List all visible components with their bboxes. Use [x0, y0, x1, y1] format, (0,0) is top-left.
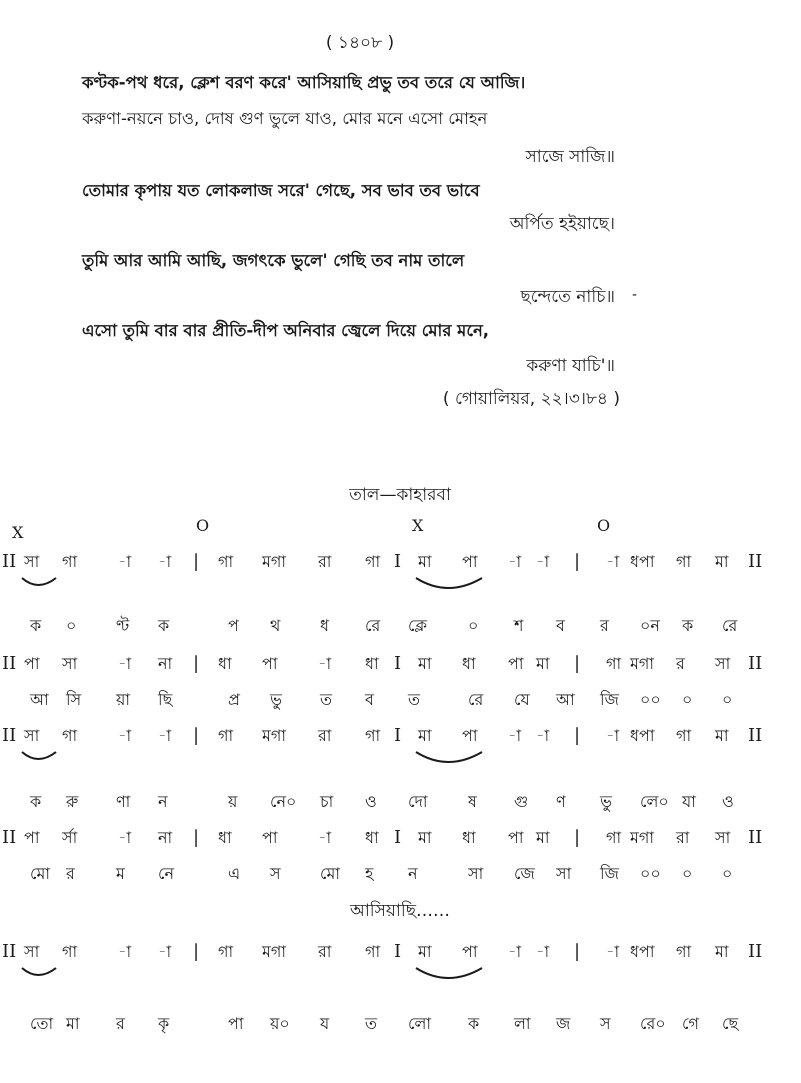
note: -া [508, 942, 522, 961]
lyric-syllable: জি [600, 864, 619, 883]
note: -া [318, 828, 332, 847]
lyric-syllable: রে [722, 616, 738, 635]
lyric-syllable: যা [682, 792, 696, 811]
note: গা [218, 942, 234, 961]
note: মা [418, 942, 432, 961]
note: মা [418, 726, 432, 745]
note: পা [462, 552, 478, 571]
note: পা [508, 828, 524, 847]
refrain-label: আসিয়াছি…… [349, 901, 451, 921]
note: মগা [630, 828, 655, 847]
lyric-syllable: ম [116, 864, 125, 883]
note: -া [508, 726, 522, 745]
lyric-syllable: মো [320, 864, 341, 883]
note: ধপা [630, 552, 655, 571]
note: সা [24, 726, 40, 745]
note: মগা [630, 654, 655, 673]
note: সা [715, 828, 731, 847]
note: -া [536, 726, 550, 745]
lyric-syllable: লো [408, 1014, 432, 1033]
lyric-syllable: আ [30, 690, 49, 709]
note: রা [676, 828, 690, 847]
bar-line: II [748, 941, 763, 962]
lyric-syllable: রে [365, 616, 381, 635]
lyric-syllable: ছি [158, 690, 173, 709]
bar-line: II [2, 827, 17, 848]
note: গা [62, 942, 78, 961]
bar-line: I [394, 827, 402, 848]
note: ধা [365, 828, 379, 847]
lyric-syllable: লে০ [640, 792, 669, 811]
lyric-syllable: ত [365, 1014, 378, 1033]
lyric-syllable: ব [556, 616, 565, 635]
bar-line: I [394, 551, 402, 572]
note: পা [262, 654, 278, 673]
lyric-syllable: ভু [270, 690, 282, 709]
beat-mark-4: O [597, 516, 611, 535]
lyric-syllable: র [600, 616, 609, 635]
note: -া [508, 552, 522, 571]
note: -া [318, 654, 332, 673]
lyric-syllable: য়০ [270, 1014, 290, 1033]
lyric-syllable: মো [30, 864, 51, 883]
lyric-syllable: নে০ [270, 792, 297, 811]
poem-line-4b: ছন্দেতে নাচি॥ [520, 287, 615, 307]
note: মা [715, 942, 729, 961]
lyric-syllable: ০ [682, 864, 693, 883]
note: গা [365, 552, 381, 571]
note: গা [606, 828, 622, 847]
lyric-syllable: ০০ [640, 864, 661, 883]
note: গা [62, 552, 78, 571]
bar-line: II [748, 827, 763, 848]
note: -া [158, 942, 172, 961]
bar-line: I [394, 941, 402, 962]
lyric-syllable: দো [408, 792, 428, 811]
lyric-syllable: ০ [468, 616, 479, 635]
bar-line: I [394, 725, 402, 746]
lyrics-row-5 [0, 1012, 801, 1038]
note: মগা [262, 726, 287, 745]
lyric-syllable: ০ [682, 690, 693, 709]
bar-line: I [394, 653, 402, 674]
note: মা [715, 552, 729, 571]
lyric-syllable: রে০ [640, 1014, 666, 1033]
lyric-syllable: রে [468, 690, 484, 709]
lyric-syllable: ০ [66, 616, 77, 635]
note: -া [118, 942, 132, 961]
lyric-syllable: ত [408, 690, 421, 709]
note: গা [62, 726, 78, 745]
lyric-syllable: সি [66, 690, 82, 709]
lyric-syllable: চা [320, 792, 334, 811]
note: সা [62, 654, 78, 673]
lyric-syllable: লা [514, 1014, 531, 1033]
slur-arc [0, 960, 801, 990]
lyric-syllable: ষ [468, 792, 477, 811]
lyric-syllable: সা [556, 864, 572, 883]
lyric-syllable: ভু [600, 792, 612, 811]
lyric-syllable: য় [228, 792, 238, 811]
lyric-syllable: ধ [320, 616, 329, 635]
note: রা [318, 942, 332, 961]
bar-line: | [193, 725, 200, 746]
lyrics-row-1 [0, 614, 801, 640]
note: গা [676, 942, 692, 961]
lyric-syllable: ন [408, 864, 418, 883]
lyric-syllable: কৃ [158, 1014, 170, 1033]
taal-heading: তাল—কাহারবা [349, 485, 451, 505]
bar-line: | [193, 941, 200, 962]
bar-line: | [193, 551, 200, 572]
lyric-syllable: ০ [722, 690, 733, 709]
note: রা [318, 726, 332, 745]
note: পা [24, 654, 40, 673]
note: ধা [462, 828, 476, 847]
note: পা [24, 828, 40, 847]
note: ধা [462, 654, 476, 673]
lyric-syllable: তো [30, 1014, 54, 1033]
note: গা [218, 726, 234, 745]
note: -া [158, 552, 172, 571]
note: সা [24, 942, 40, 961]
page-number: ( ১৪০৮ ) [325, 33, 395, 53]
note: মগা [262, 942, 287, 961]
lyric-syllable: ০ন [640, 616, 660, 635]
beat-mark-2: O [196, 516, 210, 535]
bar-line: II [2, 653, 17, 674]
lyric-syllable: গে [682, 1014, 699, 1033]
beat-mark-3: X [412, 516, 424, 535]
lyric-syllable: য়া [116, 690, 131, 709]
note: সা [715, 654, 731, 673]
note: -া [606, 726, 620, 745]
bar-line: | [574, 725, 581, 746]
note: পা [462, 942, 478, 961]
lyric-syllable: ক [682, 616, 694, 635]
note: না [158, 828, 173, 847]
note: মা [418, 828, 432, 847]
note: -া [536, 942, 550, 961]
lyric-syllable: রু [66, 792, 79, 811]
poem-line-2: করুণা-নয়নে চাও, দোষ গুণ ভুলে যাও, মোর মনে এসো মোহন [82, 109, 488, 128]
lyric-syllable: এ [228, 864, 241, 883]
lyric-syllable: মা [66, 1014, 80, 1033]
poem-line-5: এসো তুমি বার বার প্রীতি-দীপ অনিবার জ্বেলে দিয়ে মোর মনে, [82, 321, 490, 340]
note: পা [462, 726, 478, 745]
poem-line-3: তোমার কৃপায় যত লোকলাজ সরে' গেছে, সব ভাব তব ভাবে [82, 181, 480, 200]
slur-arc [0, 570, 801, 600]
lyric-syllable: জ [556, 1014, 571, 1033]
bar-line: | [574, 653, 581, 674]
note: গা [606, 654, 622, 673]
lyric-syllable: জি [600, 690, 619, 709]
lyric-syllable: স [270, 864, 281, 883]
place-date: ( গোয়ালিয়র, ২২।৩।৮৪ ) [442, 389, 620, 409]
note: গা [676, 552, 692, 571]
bar-line: II [748, 653, 763, 674]
lyric-syllable: ক [30, 792, 42, 811]
bar-line: | [574, 827, 581, 848]
slur-arc [0, 744, 801, 774]
note: ধপা [630, 726, 655, 745]
note: র [676, 654, 685, 673]
note: -া [158, 726, 172, 745]
note: ধা [218, 654, 232, 673]
stray-mark: - [632, 287, 638, 303]
note: না [158, 654, 173, 673]
lyric-syllable: পা [228, 1014, 244, 1033]
bar-line: | [193, 653, 200, 674]
lyric-syllable: ক [468, 1014, 480, 1033]
lyric-syllable: ণ্ট [116, 616, 130, 635]
notation-row-4 [0, 826, 801, 852]
note: গা [218, 552, 234, 571]
note: -া [118, 552, 132, 571]
poem-line-1: কণ্টক-পথ ধরে, ক্লেশ বরণ করে' আসিয়াছি প্রভু তব তরে যে আজি। [82, 73, 526, 92]
lyrics-row-4 [0, 862, 801, 888]
lyric-syllable: প্র [228, 690, 240, 709]
lyric-syllable: ক [30, 616, 42, 635]
lyric-syllable: জে [514, 864, 535, 883]
note: -া [118, 828, 132, 847]
note: সা [24, 552, 40, 571]
lyric-syllable: ০ [722, 864, 733, 883]
note: ধপা [630, 942, 655, 961]
note: মা [536, 828, 550, 847]
bar-line: II [748, 725, 763, 746]
poem-line-4: তুমি আর আমি আছি, জগৎকে ভুলে' গেছি তব নাম তালে [82, 251, 465, 270]
lyric-syllable: ব [365, 690, 374, 709]
note: -া [606, 942, 620, 961]
lyric-syllable: সা [468, 864, 484, 883]
lyric-syllable: গু [514, 792, 529, 811]
lyric-syllable: স [600, 1014, 611, 1033]
note: মগা [262, 552, 287, 571]
bar-line: | [574, 941, 581, 962]
lyric-syllable: হ [365, 864, 374, 883]
lyric-syllable: ক [158, 616, 170, 635]
bar-line: II [2, 941, 17, 962]
note: মা [536, 654, 550, 673]
bar-line: | [574, 551, 581, 572]
lyric-syllable: ০০ [640, 690, 661, 709]
bar-line: II [2, 551, 17, 572]
bar-line: II [2, 725, 17, 746]
note: গা [365, 942, 381, 961]
lyric-syllable: য [320, 1014, 330, 1033]
notation-row-2 [0, 652, 801, 678]
lyric-syllable: র [66, 864, 75, 883]
note: -া [536, 552, 550, 571]
bar-line: | [193, 827, 200, 848]
lyric-syllable: শ [514, 616, 524, 635]
lyric-syllable: প [228, 616, 239, 635]
lyric-syllable: ও [365, 792, 377, 811]
lyric-syllable: ণ [556, 792, 566, 811]
lyric-syllable: ণা [116, 792, 131, 811]
lyric-syllable: নে [158, 864, 175, 883]
note: পা [262, 828, 278, 847]
lyric-syllable: ছে [722, 1014, 739, 1033]
note: -া [118, 726, 132, 745]
note: রা [318, 552, 332, 571]
poem-line-5b: করুণা যাচি'॥ [526, 356, 615, 376]
note: -া [118, 654, 132, 673]
note: গা [676, 726, 692, 745]
lyric-syllable: যে [514, 690, 530, 709]
note: মা [418, 552, 432, 571]
lyric-syllable: থ [270, 616, 281, 635]
lyric-syllable: আ [556, 690, 575, 709]
note: ধা [218, 828, 232, 847]
note: পা [508, 654, 524, 673]
bar-line: II [748, 551, 763, 572]
beat-mark-1: X [12, 523, 24, 542]
lyric-syllable: ও [722, 792, 734, 811]
note: -া [606, 552, 620, 571]
lyric-syllable: ক্লে [408, 616, 428, 635]
lyrics-row-2 [0, 688, 801, 714]
poem-line-2b: সাজে সাজি॥ [525, 147, 615, 167]
note: মা [418, 654, 432, 673]
note: ধা [365, 654, 379, 673]
note: মা [715, 726, 729, 745]
lyric-syllable: ত [320, 690, 333, 709]
lyric-syllable: র [116, 1014, 125, 1033]
poem-line-3b: অর্পিত হইয়াছে। [509, 214, 615, 234]
note: গা [365, 726, 381, 745]
lyric-syllable: ন [158, 792, 168, 811]
note: র্সা [62, 828, 78, 847]
lyrics-row-3 [0, 790, 801, 816]
